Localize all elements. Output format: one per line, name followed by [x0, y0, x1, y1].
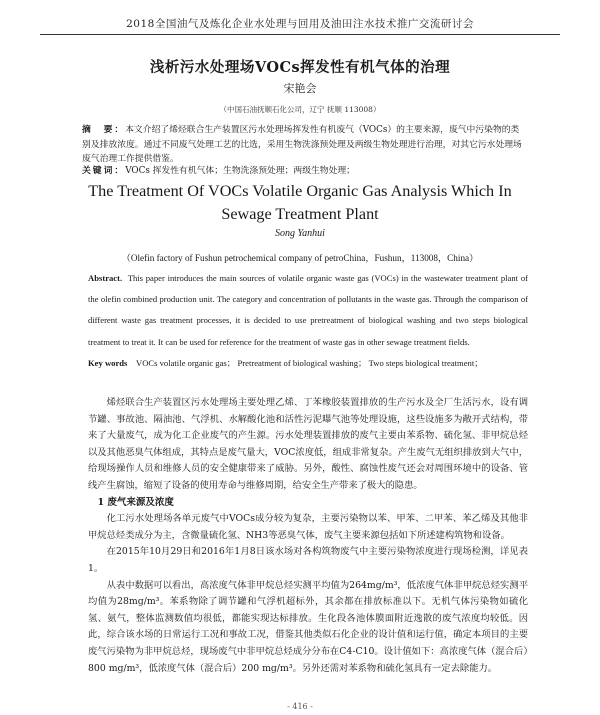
chinese-title: 浅析污水处理场VOCs挥发性有机气体的治理: [149, 59, 451, 76]
english-keywords-text: VOCs volatile organic gas； Pretreatment of biological washing； Two steps biological treatment；: [135, 358, 483, 368]
chinese-abstract-text: 本文介绍了烯烃联合生产装置区污水处理场挥发性有机废气（VOCs）的主要来源，废气中污染物的类别及排放浓度。通过不同废气处理工艺的比选，采用生物洗涤预处理及两级生物处理进行治理，对其它污水处理场废气治理工作提供借鉴。: [82, 125, 522, 164]
chinese-abstract: [82, 123, 527, 167]
english-keywords-label: Key words: [88, 358, 128, 368]
body-paragraph: 从表中数据可以看出，高浓度气体非甲烷总烃实测平均值为264mg/m³，低浓度气体非甲烷总烃实测平均值为28mg/m³。苯系物除了调节罐和气浮机超标外，其余都在排放标准以下。无机气体污染物如硫化氢、氨气，整体监测数值均很低，都能实现达标排放。生化段各池体膜面附近逸散的废气浓度均较低。因此，综合该水场的日常运行工况和事故工况，借鉴其他类似石化企业的设计值和运行值，确定本项目的主要废气污染物为非甲烷总烃，现场废气中非甲烷总烃成分分布在C4-C10。设计值如下：高浓度气体（混合后）800 mg/m³，低浓度气体（混合后）200 mg/m³。另外还需对苯系物和硫化氢具有一定去除能力。: [88, 579, 528, 674]
english-author: Song Yanhui: [275, 228, 325, 239]
chinese-keywords-label: 关键词：: [82, 166, 126, 176]
english-keywords: [88, 353, 528, 374]
body-paragraph: 烯烃联合生产装置区污水处理场主要处理乙烯、丁苯橡胶装置排放的生产污水及全厂生活污水，设有调节罐、事故池、隔油池、气浮机、水解酸化池和活性污泥曝气池等处理设施，这些设施多为敞开式结构，带来了大量废气，成为化工企业废气的产生源。污水处理装置排放的废气主要由苯系物、硫化氢、非甲烷总烃以及其他恶臭气体组成，其特点是废气量大，VOC浓度低，组成非常复杂。产生废气无组织排放到大气中，给现场操作人员和维修人员的安全健康带来了威胁。另外，酸性、腐蚀性废气还会对周围环境中的设备、管线产生腐蚀，缩短了设备的使用寿命与维修周期，给安全生产带来了极大的隐患。: [88, 397, 528, 491]
page-number: - 416 -: [287, 702, 313, 711]
english-abstract: [88, 268, 528, 353]
section-heading: 1 废气来源及浓度: [97, 496, 174, 508]
chinese-author: 宋艳会: [283, 82, 317, 95]
body-paragraph: 在2015年10月29日和2016年1月8日该水场对各构筑物废气中主要污染物浓度进行现场检测，详见表1。: [88, 546, 528, 574]
english-title: The Treatment Of VOCs Volatile Organic Gas Analysis Which In Sewage Treatment Plant: [88, 182, 512, 223]
english-abstract-text: This paper introduces the main sources of volatile organic waste gas (VOCs) in the wastewater treatment plant of the olefin combined production unit. The category and concentration of pollutants in the waste gas. Through the comparison of different waste gas treatment processes, it is decided to use pretreatment of biological washing and two steps biological treatment to treat it. It can be used for reference for the treatment of waste gas in other sewage treatment fields.: [88, 273, 528, 347]
chinese-affiliation: （中国石油抚顺石化公司，辽宁 抚顺 113008）: [219, 105, 381, 114]
header-rule: [40, 34, 560, 35]
running-header: 2018全国油气及炼化企业水处理与回用及油田注水技术推广交流研讨会: [126, 18, 474, 30]
chinese-abstract-label: 摘 要：: [82, 125, 126, 135]
english-affiliation: （Olefin factory of Fushun petrochemical company of petroChina，Fushun，113008，China）: [121, 253, 479, 263]
chinese-keywords-text: VOCs 挥发性有机气体；生物洗涤预处理；两级生物处理；: [125, 166, 355, 176]
body-text: [88, 395, 528, 677]
chinese-keywords: [82, 164, 527, 179]
body-paragraph: 化工污水处理场各单元废气中VOCs成分较为复杂，主要污染物以苯、甲苯、二甲苯、苯乙烯及其他非甲烷总烃类成分为主，含微量硫化氢、NH3等恶臭气体，废气主要来源包括如下所述建构筑物和设备。: [88, 513, 528, 541]
english-abstract-label: Abstract.: [88, 273, 123, 283]
